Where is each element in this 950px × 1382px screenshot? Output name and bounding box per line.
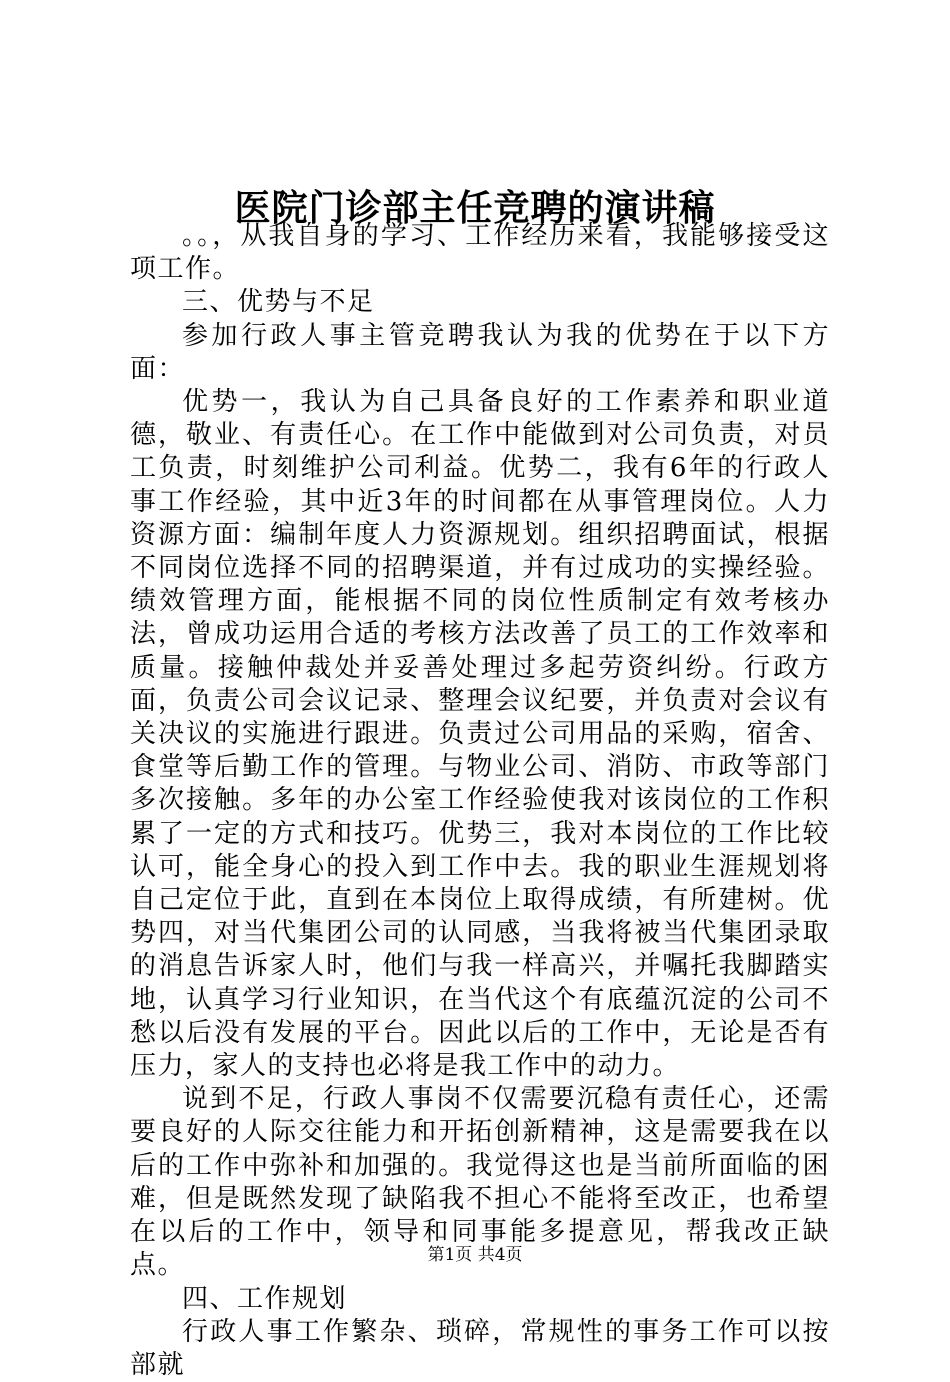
document-title: 医院门诊部主任竞聘的演讲稿 [234,187,716,229]
paragraph-continuation: 。。，从我自身的学习、工作经历来看，我能够接受这项工作。 [130,221,830,285]
paragraph-intro: 参加行政人事主管竞聘我认为我的优势在于以下方面： [130,320,830,384]
section-heading-plan: 四、工作规划 [182,1283,348,1314]
document-body [130,220,830,1382]
page-footer: 第1页 共4页 [427,1245,523,1265]
paragraph-strengths: 优势一，我认为自己具备良好的工作素养和职业道德，敬业、有责任心。在工作中能做到对公司负责，对员工负责，时刻维护公司利益。优势二，我有6年的行政人事工作经验，其中近3年的时间都在从事管理岗位。人力资源方面：编制年度人力资源规划。组织招聘面试，根据不同岗位选择不同的招聘渠道，并有过成功的实操经验。绩效管理方面，能根据不同的岗位性质制定有效考核办法，曾成功运用合适的考核方法改善了员工的工作效率和质量。接触仲裁处并妥善处理过多起劳资纠纷。行政方面，负责公司会议记录、整理会议纪要，并负责对会议有关决议的实施进行跟进。负责过公司用品的采购，宿舍、食堂等后勤工作的管理。与物业公司、消防、市政等部门多次接触。多年的办公室工作经验使我对该岗位的工作积累了一定的方式和技巧。优势三，我对本岗位的工作比较认可，能全身心的投入到工作中去。我的职业生涯规划将自己定位于此，直到在本岗位上取得成绩，有所建树。优势四，对当代集团公司的认同感，当我将被当代集团录取的消息告诉家人时，他们与我一样高兴，并嘱托我脚踏实地，认真学习行业知识，在当代这个有底蕴沉淀的公司不愁以后没有发展的平台。因此以后的工作中，无论是否有压力，家人的支持也必将是我工作中的动力。 [130,387,830,1082]
section-heading-strengths: 三、优势与不足 [182,287,375,318]
paragraph-weaknesses: 说到不足，行政人事岗不仅需要沉稳有责任心，还需要良好的人际交往能力和开拓创新精神，这是需要我在以后的工作中弥补和加强的。我觉得这也是当前所面临的困难，但是既然发现了缺陷我不担心不能将至改正，也希望在以后的工作中，领导和同事能多提意见，帮我改正缺点。 [130,1084,830,1281]
paragraph-plan: 行政人事工作繁杂、琐碎，常规性的事务工作可以按部就 [130,1316,830,1380]
